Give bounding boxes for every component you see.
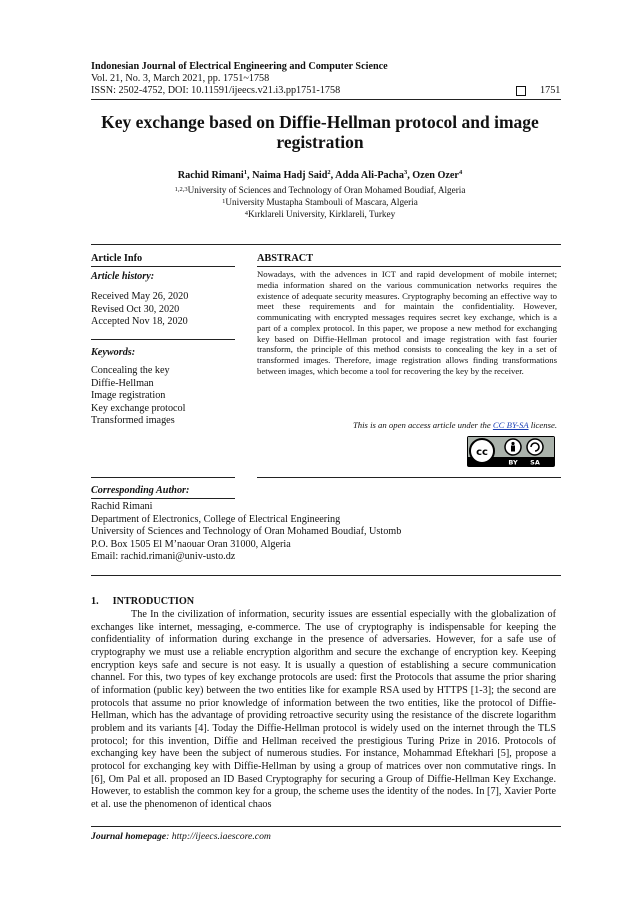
checkbox-square-icon [516, 86, 526, 96]
affiliation: $^4$Kırklareli University, Kirklareli, Turkey [244, 209, 396, 219]
keywords-rule [91, 477, 235, 478]
journal-homepage: Journal homepage: http://ijeecs.iaescore.com [91, 831, 271, 842]
section-heading: 1. INTRODUCTION [91, 596, 195, 607]
author-name: Ozen Ozer [412, 170, 459, 181]
paper-title: Key exchange based on Diffie-Hellman protocol and image registration [101, 112, 539, 152]
keywords-list [91, 365, 185, 428]
corresponding-line: University of Sciences and Technology of Oran Mohamed Boudiaf, Ustomb [91, 526, 402, 537]
svg-text:cc: cc [476, 447, 488, 458]
corresponding-rule [91, 498, 235, 499]
introduction-text: The In the civilization of information, security issues are essential especially with the globalization of exchanges like internet, messaging, e-commerce. The use of cryptography is indispensable for keeping the confidentiality of information during exchange in the presence of adversaries. However, for a safe use of cryptography we must use a reliable encryption algorithm and secure the exchange of encryption key. Keeping encryption keys safe and secure is not easy. It is usually a question of establishing a secure communication channel. For this, two types of key exchange protocols are used: first the Protocols that assume the prior sharing of information (public key) between the two entities like for example RSA used by HTTPS [1-3]; the second are protocols that assume no prior knowledge of information between the two entities, like the protocol of Diffie-Hellman, which has the advantage of providing retroactive security using the resistance of the discrete logarithm problem and its variants [4]. Today the Diffie-Hellman protocol is widely used on the internet through the TLS protocol; for this invention, Diffie and Hellman received the prestigious Turing Prize in 2016. Protocols of exchanging key have been the subject of numerous studies. For instance, Mohammad Eftekhari [5], propose a protocol for exchanging key with Diffie-Hellman by using a group of matrices over non commutative rings. In [6], Om Pal et all. proposed an ID Based Cryptography for securing a Group of Diffie-Hellman Key Exchange. However, to establish the common key for a group, the scheme uses the identity of the nodes. In [7], Xavier Porte et al. use the phenomenon of identical chaos [91, 609, 556, 810]
info-top-rule [91, 244, 561, 245]
author-name: Adda Ali-Pacha [335, 170, 404, 181]
history-item: Received May 26, 2020 [91, 291, 189, 302]
affiliation: $^{1,2,3}$University of Sciences and Technology of Oran Mohamed Boudiaf, Algeria [174, 185, 466, 195]
keyword: Key exchange protocol [91, 402, 186, 414]
keyword: Image registration [91, 390, 166, 401]
header-rule [91, 99, 561, 100]
corresponding-line: P.O. Box 1505 El M’naouar Oran 31000, Algeria [91, 538, 291, 550]
author-name: Naima Hadj Said [252, 170, 328, 181]
article-info-heading: Article Info [91, 253, 143, 264]
homepage-link[interactable]: http://ijeecs.iaescore.com [171, 831, 271, 842]
history-item: Accepted Nov 18, 2020 [91, 316, 188, 327]
license-note: This is an open access article under the CC BY-SA license. [352, 420, 557, 430]
keyword: Concealing the key [91, 365, 170, 376]
history-item: Revised Oct 30, 2020 [91, 303, 180, 315]
corresponding-line: Rachid Rimani [91, 501, 153, 512]
corresponding-bottom-rule [91, 575, 561, 576]
page-number: 1751 [540, 85, 561, 96]
svg-text:BY: BY [508, 458, 518, 467]
abstract-text: Nowadays, with the advences in ICT and rapid development of mobile internet; media information shared on the various communication networks requires the existence of adequate security measures. Cryptography becoming an effective way to meet these requirements and for maintain the confidentiality. However, communicating with encrypted messages requires secret key exchange, which is a part of a complex protocol. In this paper, we propose a new method for exchanging key based on Diffie-Hellman protocol and image registration with fast fourier transform, the principle of this method consists to concealing the key in a set of transformed images. Therefore, image registration allows finding transformations between images, which become a tool for recovering the key by the receiver. [257, 269, 557, 376]
author-list: Rachid Rimani$^1$, Naima Hadj Said$^2$, Adda Ali-Pacha$^3$, Ozen Ozer$^4$ [177, 169, 463, 181]
footer-rule [91, 826, 561, 827]
article-history [91, 291, 188, 329]
corresponding-line: Department of Electronics, College of Electrical Engineering [91, 513, 341, 525]
cc-license-badge[interactable] [467, 436, 555, 467]
author-name: Rachid Rimani [177, 170, 244, 181]
corresponding-email: Email: rachid.rimani@univ-usto.dz [91, 551, 236, 562]
corresponding-details [91, 501, 561, 564]
cc-by-sa-link[interactable]: CC BY-SA [492, 420, 529, 430]
abstract-heading: ABSTRACT [257, 253, 314, 264]
info-rule [91, 266, 235, 267]
issn-doi: ISSN: 2502-4752, DOI: 10.11591/ijeecs.v21.i3.pp1751-1758 [91, 85, 341, 96]
keyword: Transformed images [91, 415, 175, 426]
journal-name: Indonesian Journal of Electrical Engineering and Computer Science [91, 61, 388, 72]
svg-text:SA: SA [530, 458, 540, 467]
history-rule [91, 339, 235, 340]
keyword: Diffie-Hellman [91, 377, 154, 389]
abstract-bottom-rule [257, 477, 561, 478]
history-heading: Article history: [91, 271, 155, 282]
keywords-heading: Keywords: [91, 347, 136, 358]
cc-by-sa-icon [467, 436, 555, 467]
affiliation: $^1$University Mustapha Stambouli of Mascara, Algeria [222, 197, 418, 207]
abstract-rule [257, 266, 561, 267]
volume-info: Vol. 21, No. 3, March 2021, pp. 1751~1758 [91, 73, 270, 84]
corresponding-heading: Corresponding Author: [91, 485, 190, 496]
